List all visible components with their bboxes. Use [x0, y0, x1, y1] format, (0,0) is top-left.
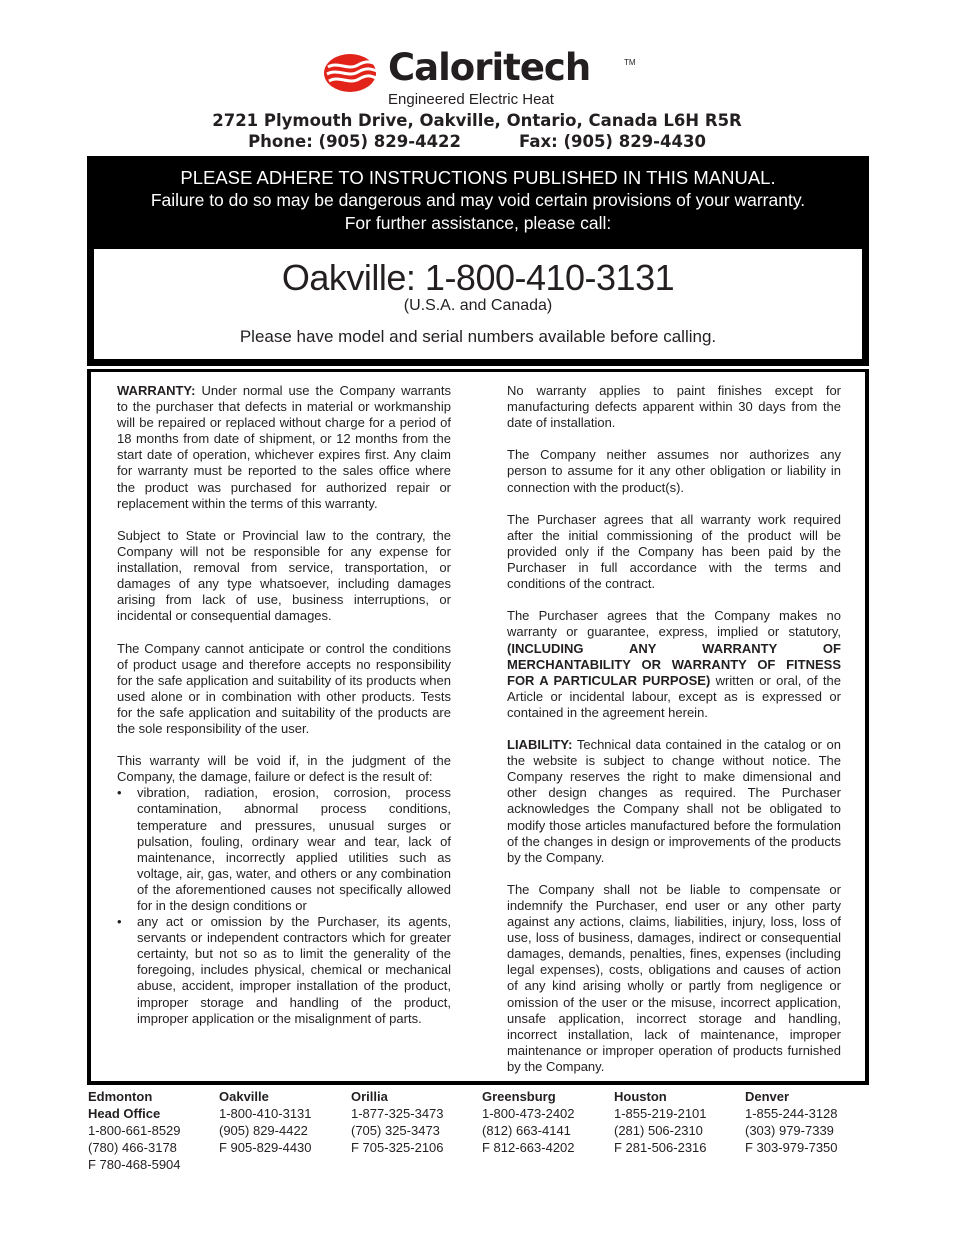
notice-heading: PLEASE ADHERE TO INSTRUCTIONS PUBLISHED IN THIS MANUAL.: [180, 167, 776, 188]
office-phone: (705) 325-3473: [351, 1123, 440, 1138]
office-phone: (281) 506-2310: [614, 1123, 703, 1138]
company-name: Caloritech: [388, 46, 591, 89]
notice-text: [87, 166, 869, 235]
office-city: Oakville: [219, 1089, 269, 1104]
fax-number: Fax: (905) 829-4430: [519, 132, 706, 151]
office-phone: (812) 663-4141: [482, 1123, 571, 1138]
office-city: Houston: [614, 1089, 667, 1104]
trademark: TM: [624, 58, 636, 67]
bullet-icon: •: [117, 914, 122, 930]
office-greensburg: [482, 1088, 612, 1156]
warranty-paragraph: [117, 383, 451, 512]
support-region: (U.S.A. and Canada): [403, 297, 553, 314]
bullet-icon: •: [117, 785, 122, 801]
disclaimer-text: The Purchaser agrees that the Company makes no warranty or guarantee, express, implied or statutory,: [507, 608, 841, 640]
office-phone: 1-855-219-2101: [614, 1106, 707, 1121]
office-phone: 1-877-325-3473: [351, 1106, 444, 1121]
office-phone: (303) 979-7339: [745, 1123, 834, 1138]
office-phone: (905) 829-4422: [219, 1123, 308, 1138]
notice-box: [87, 156, 869, 366]
notice-assistance: For further assistance, please call:: [344, 213, 612, 233]
warranty-label: WARRANTY:: [117, 383, 196, 398]
office-denver: [745, 1088, 875, 1156]
office-orillia: [351, 1088, 481, 1156]
office-oakville: [219, 1088, 349, 1156]
office-phone: F 281-506-2316: [614, 1140, 707, 1155]
office-phone: 1-855-244-3128: [745, 1106, 838, 1121]
disclaimer-bold: (INCLUDING ANY WARRANTY OF MERCHANTABILITY OR WARRANTY OF FITNESS FOR A PARTICULAR PURPOSE): [507, 640, 841, 688]
paint-paragraph: No warranty applies to paint finishes except for manufacturing defects apparent within 30 days from the date of installation.: [507, 383, 841, 431]
liability-label: LIABILITY:: [507, 737, 573, 753]
void-paragraph: This warranty will be void if, in the judgment of the Company, the damage, failure or defect is the result of:: [117, 753, 451, 785]
expense-paragraph: Subject to State or Provincial law to the contrary, the Company will not be responsible for any expense for installation, removal from service, transportation, or damages of any type whatsoever, including damages arising from lack of use, business interruptions, or incidental or consequential damages.: [117, 527, 451, 624]
list-item: [117, 785, 451, 914]
liability-text: Technical data contained in the catalog or on the website is subject to change without notice. The Company reserves the right to make dimensional and other design changes as required. The Purchaser acknowledges the Company shall not be obligated to modify those articles manufactured before the formulation of the changes in design or improvements of the products by the Company.: [507, 737, 841, 865]
company-logo: [322, 46, 642, 96]
list-item: [117, 914, 451, 1027]
office-phone: F 905-829-4430: [219, 1140, 312, 1155]
caloritech-logo-icon: [322, 52, 384, 94]
warranty-text: Under normal use the Company warrants to the purchaser that defects in material or workmanship will be repaired or replaced without charge for a period of 18 months from date of shipment, or 12 months from the start date of operation, whichever expires first. Any claim for warranty must be reported to the sales office where the product was purchased for authorized repair or replacement within the terms of this warranty.: [117, 383, 451, 511]
phone-box: [94, 249, 862, 359]
warranty-left-column: [117, 383, 451, 1027]
disclaimer-text-end: written or oral, of the Article or incidental labour, except as is expressed or contained in the agreement herein.: [507, 672, 841, 720]
office-edmonton: [88, 1088, 218, 1173]
office-phone: 1-800-661-8529: [88, 1123, 181, 1138]
liability-paragraph: [507, 737, 841, 866]
office-phone: F 812-663-4202: [482, 1140, 575, 1155]
warranty-right-column: [507, 383, 841, 1075]
disclaimer-paragraph: [507, 608, 841, 721]
office-houston: [614, 1088, 744, 1156]
office-label: Head Office: [88, 1106, 161, 1121]
office-city: Greensburg: [482, 1089, 556, 1104]
address-line: 2721 Plymouth Drive, Oakville, Ontario, Canada L6H R5R: [212, 111, 742, 130]
usage-paragraph: The Company cannot anticipate or control the conditions of product usage and therefore accepts no responsibility for the safe application and suitability of its products when used alone or in combination with other products. Tests for the safe application and suitability of the products are the sole responsibility of the user.: [117, 640, 451, 736]
office-phone: F 705-325-2106: [351, 1140, 444, 1155]
office-phone: 1-800-473-2402: [482, 1106, 575, 1121]
office-phone: (780) 466-3178: [88, 1140, 177, 1155]
company-tagline: Engineered Electric Heat: [388, 91, 554, 108]
support-note: Please have model and serial numbers available before calling.: [239, 327, 717, 346]
void-conditions-list: [117, 785, 451, 1026]
phone-number: Phone: (905) 829-4422: [248, 132, 462, 151]
list-item-text: any act or omission by the Purchaser, its agents, servants or independent contractors which for greater certainty, but not so as to limit the generality of the foregoing, includes physical, chemical or mechanical abuse, accident, improper installation of the product, improper storage and handling of the product, improper application or the misalignment of parts.: [137, 914, 451, 1026]
office-city: Denver: [745, 1089, 790, 1104]
office-city: Orillia: [351, 1089, 388, 1104]
payment-paragraph: The Purchaser agrees that all warranty work required after the initial commissioning of the product will be provided only if the Company has been paid by the Purchaser in full accordance with the terms and conditions of the contract.: [507, 511, 841, 592]
office-phone: F 780-468-5904: [88, 1157, 181, 1172]
office-phone: 1-800-410-3131: [219, 1106, 312, 1121]
contact-line: [0, 131, 954, 152]
list-item-text: vibration, radiation, erosion, corrosion, process contamination, abnormal process conditions, temperature and pressures, unusual surges or pulsation, fouling, ordinary wear and tear, lack of maintenance, incorrectly applied utilities such as voltage, air, gas, water, and others or any combination of the aforementioned causes not specifically allowed for in the design conditions or: [137, 785, 451, 913]
support-phone: Oakville: 1-800-410-3131: [281, 257, 675, 298]
office-city: Edmonton: [88, 1089, 153, 1104]
company-address: [0, 110, 954, 152]
indemnity-paragraph: The Company shall not be liable to compensate or indemnify the Purchaser, end user or any other party against any actions, claims, liabilities, injury, loss, loss of use, loss of business, damages, indirect or consequential damages, demands, penalties, fines, expenses (including legal expenses), costs, obligations and causes of action of any kind arising wholly or partly from negligence or omission of the user or the misuse, incorrect application, unsafe application, incorrect storage and handling, incorrect installation, lack of maintenance, improper maintenance or improper operation of products furnished by the Company.: [507, 881, 841, 1074]
obligation-paragraph: The Company neither assumes nor authorizes any person to assume for it any other obligation or liability in connection with the product(s).: [507, 447, 841, 495]
office-phone: F 303-979-7350: [745, 1140, 838, 1155]
notice-warning: Failure to do so may be dangerous and may void certain provisions of your warranty.: [150, 190, 806, 210]
